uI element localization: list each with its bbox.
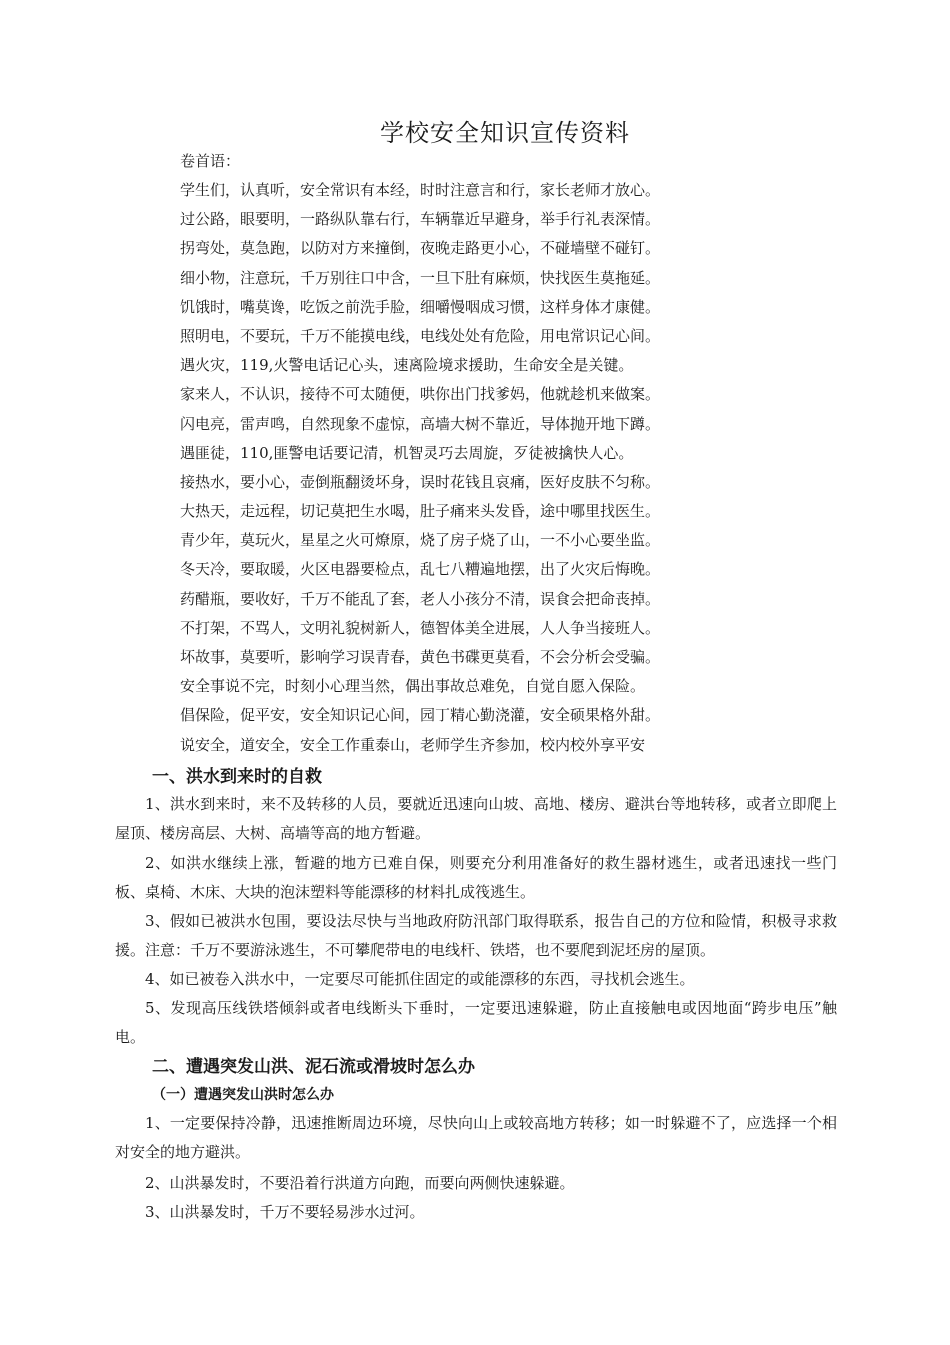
poem-line: 青少年，莫玩火，星星之火可燎原，烧了房子烧了山，一不小心要坐监。 xyxy=(180,531,661,550)
torrent-paragraph-3: 3、山洪暴发时，千万不要轻易涉水过河。 xyxy=(145,1203,425,1221)
torrent-paragraph-2: 2、山洪暴发时，不要沿着行洪道方向跑，而要向两侧快速躲避。 xyxy=(145,1174,575,1192)
poem-line: 学生们，认真听，安全常识有本经，时时注意言和行，家长老师才放心。 xyxy=(180,181,661,199)
section-heading-mountain-torrent: 二、遭遇突发山洪、泥石流或滑坡时怎么办 xyxy=(152,1057,475,1077)
flood-paragraph-1: 1、洪水到来时，来不及转移的人员，要就近迅速向山坡、高地、楼房、避洪台等地转移，或者立即爬上屋顶、楼房高层、大树、高墙等高的地方暂避。 xyxy=(115,795,837,842)
subsection-heading-flash-flood: （一）遭遇突发山洪时怎么办 xyxy=(152,1087,334,1103)
safety-poem xyxy=(180,176,740,760)
poem-line: 接热水，要小心，壶倒瓶翻烫坏身，误时花钱且哀痛，医好皮肤不匀称。 xyxy=(180,472,661,491)
poem-line: 坏故事，莫要听，影响学习误青春，黄色书碟更莫看，不会分析会受骗。 xyxy=(180,648,661,666)
poem-line: 遇匪徒，110,匪警电话要记清，机智灵巧去周旋，歹徒被擒快人心。 xyxy=(180,443,634,462)
poem-line: 遇火灾，119,火警电话记心头，速离险境求援助，生命安全是关键。 xyxy=(180,356,634,375)
torrent-paragraph-1: 1、一定要保持冷静，迅速推断周边环境，尽快向山上或较高地方转移；如一时躲避不了，应选择一个相对安全的地方避洪。 xyxy=(115,1114,837,1161)
poem-line: 冬天冷，要取暖，火区电器要检点，乱七八糟遍地摆，出了火灾后悔晚。 xyxy=(180,560,661,579)
flood-paragraph-2: 2、如洪水继续上涨，暂避的地方已难自保，则要充分利用准备好的救生器材逃生，或者迅速找一些门板、桌椅、木床、大块的泡沫塑料等能漂移的材料扎成筏逃生。 xyxy=(115,854,837,901)
poem-line: 说安全，道安全，安全工作重泰山，老师学生齐参加，校内校外享平安 xyxy=(180,735,646,754)
poem-line: 不打架，不骂人，文明礼貌树新人，德智体美全进展，人人争当接班人。 xyxy=(180,618,661,637)
document-title: 学校安全知识宣传资料 xyxy=(380,119,630,147)
poem-line: 闪电亮，雷声鸣，自然现象不虚惊，高墙大树不靠近，导体抛开地下蹲。 xyxy=(180,414,661,433)
poem-line: 安全事说不完，时刻小心理当然，偶出事故总难免，自觉自愿入保险。 xyxy=(180,677,646,696)
poem-line: 饥饿时，嘴莫谗，吃饭之前洗手脸，细嚼慢咽成习惯，这样身体才康健。 xyxy=(180,297,661,316)
preface-label: 卷首语： xyxy=(180,152,241,170)
poem-line: 倡保险，促平安，安全知识记心间，园丁精心勤浇灌，安全硕果格外甜。 xyxy=(180,706,661,725)
poem-line: 过公路，眼要明，一路纵队靠右行，车辆靠近早避身，举手行礼表深情。 xyxy=(180,210,661,229)
poem-line: 大热天，走远程，切记莫把生水喝，肚子痛来头发昏，途中哪里找医生。 xyxy=(180,502,661,521)
flood-paragraph-3: 3、假如已被洪水包围，要设法尽快与当地政府防汛部门取得联系，报告自己的方位和险情，积极寻求救援。注意：千万不要游泳逃生，不可攀爬带电的电线杆、铁塔，也不要爬到泥坯房的屋顶。 xyxy=(115,912,837,959)
poem-line: 细小物，注意玩，千万别往口中含，一旦下肚有麻烦，快找医生莫拖延。 xyxy=(180,268,661,287)
section-heading-flood: 一、洪水到来时的自救 xyxy=(152,767,322,787)
poem-line: 照明电，不要玩，千万不能摸电线，电线处处有危险，用电常识记心间。 xyxy=(180,326,661,345)
flood-paragraph-5: 5、发现高压线铁塔倾斜或者电线断头下垂时，一定要迅速躲避，防止直接触电或因地面“跨步电压”触电。 xyxy=(115,999,837,1046)
poem-line: 药醋瓶，要收好，千万不能乱了套，老人小孩分不清，误食会把命丧掉。 xyxy=(180,589,661,608)
poem-line: 拐弯处，莫急跑，以防对方来撞倒，夜晚走路更小心，不碰墙壁不碰钉。 xyxy=(180,239,661,258)
flood-paragraph-4: 4、如已被卷入洪水中，一定要尽可能抓住固定的或能漂移的东西，寻找机会逃生。 xyxy=(145,970,695,988)
poem-line: 家来人，不认识，接待不可太随便，哄你出门找爹妈，他就趁机来做案。 xyxy=(180,385,661,404)
